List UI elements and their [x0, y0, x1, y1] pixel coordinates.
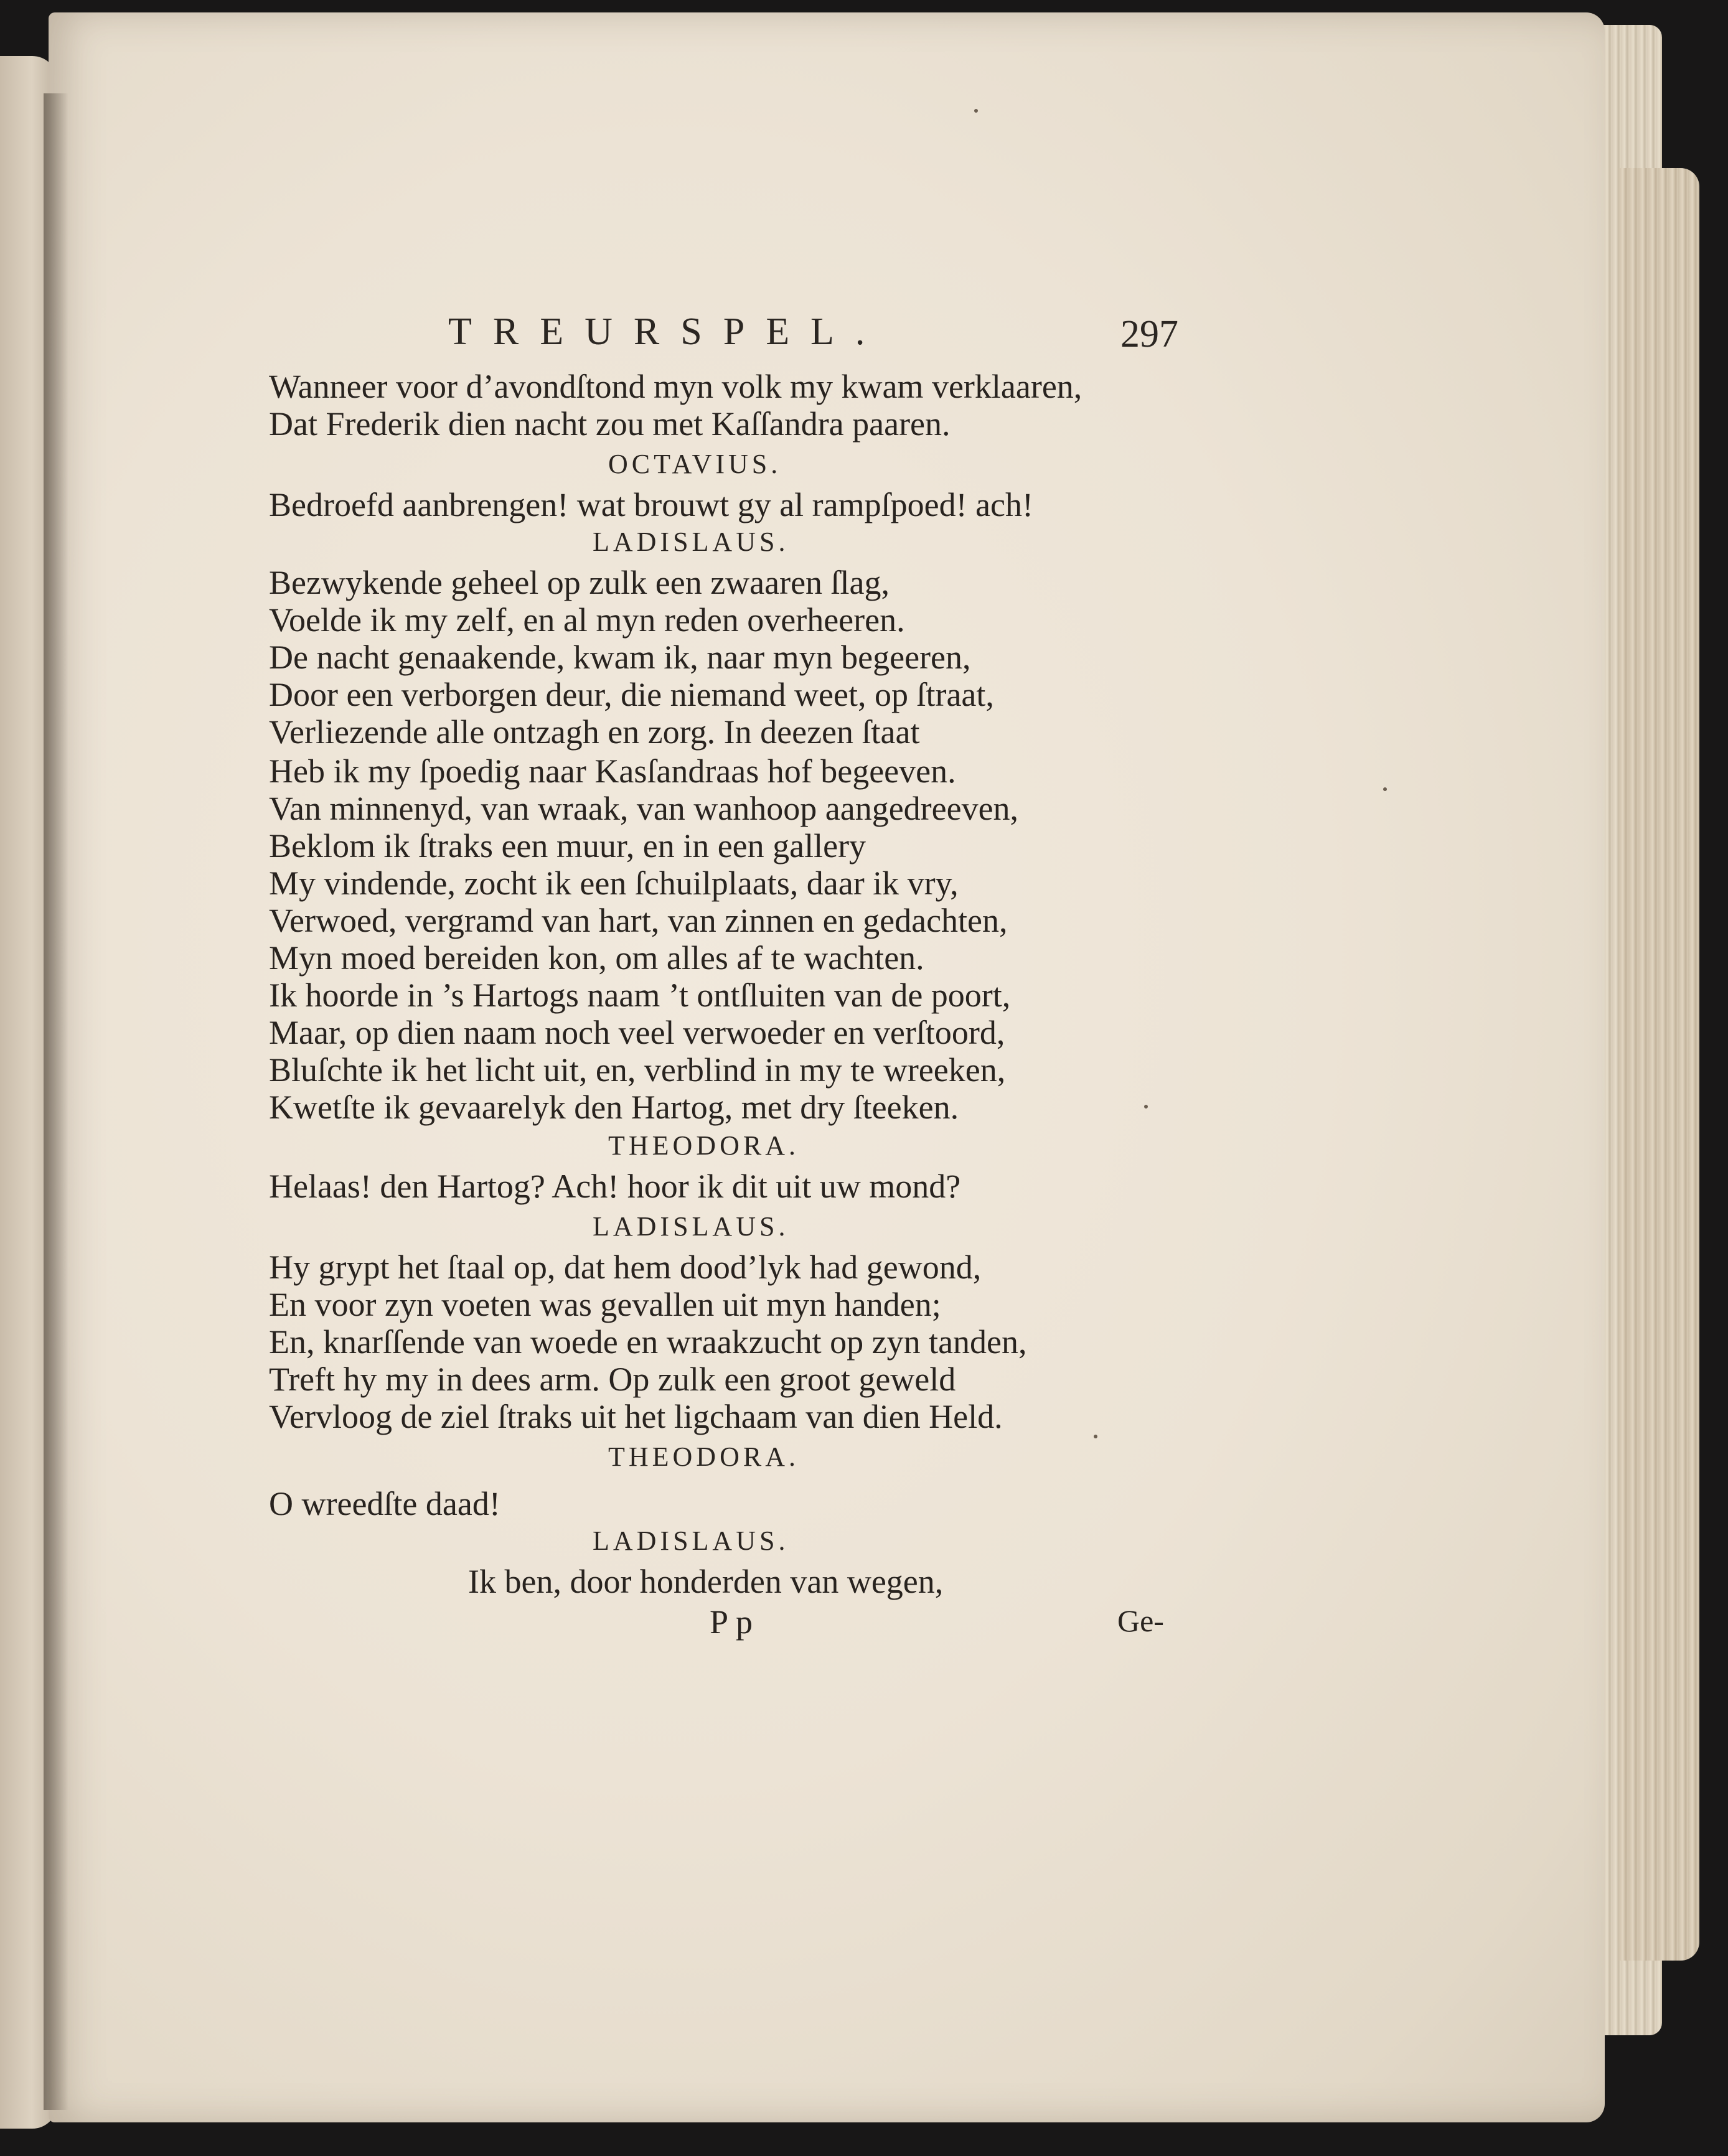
verse-line: Heb ik my ſpoedig naar Kasſandraas hof begeeven.	[269, 752, 956, 790]
verse-line: Vervloog de ziel ſtraks uit het ligchaam van dien Held.	[269, 1398, 1003, 1435]
gutter-shadow	[44, 93, 68, 2110]
speaker-name: LADISLAUS.	[593, 1211, 789, 1242]
paper-speck	[1144, 1105, 1148, 1108]
speaker-name: THEODORA.	[608, 1441, 799, 1472]
verse-line: En voor zyn voeten was gevallen uit myn handen;	[269, 1286, 941, 1323]
verse-line: Myn moed bereiden kon, om alles af te wachten.	[269, 939, 924, 977]
paper-speck	[1094, 1435, 1097, 1438]
verse-line: My vindende, zocht ik een ſchuilplaats, daar ik vry,	[269, 865, 959, 902]
verse-line: Hy grypt het ſtaal op, dat hem dood’lyk had gewond,	[269, 1249, 982, 1286]
verse-line: Helaas! den Hartog? Ach! hoor ik dit uit uw mond?	[269, 1168, 961, 1205]
verse-line: Treft hy my in dees arm. Op zulk een groot geweld	[269, 1361, 956, 1398]
verse-line: Door een verborgen deur, die niemand weet, op ſtraat,	[269, 676, 994, 713]
verse-line: Wanneer voor d’avondſtond myn volk my kwam verklaaren,	[269, 368, 1082, 405]
verse-line: Verwoed, vergramd van hart, van zinnen en gedachten,	[269, 902, 1008, 939]
verse-line: Dat Frederik dien nacht zou met Kaſſandra paaren.	[269, 405, 951, 443]
verse-line: En, knarſſende van woede en wraakzucht op zyn tanden,	[269, 1323, 1027, 1361]
verse-line: Maar, op dien naam noch veel verwoeder en verſtoord,	[269, 1014, 1005, 1051]
signature-mark: Pp	[710, 1603, 761, 1641]
verse-line: Kwetſte ik gevaarelyk den Hartog, met dry ſteeken.	[269, 1089, 959, 1126]
page-number: 297	[1120, 313, 1178, 355]
running-head: TREURSPEL.	[448, 311, 886, 353]
catchword: Ge-	[1117, 1603, 1164, 1638]
speaker-name: OCTAVIUS.	[608, 449, 782, 479]
speaker-name: LADISLAUS.	[593, 527, 789, 557]
book-block-edge	[1618, 168, 1699, 1961]
speaker-name: LADISLAUS.	[593, 1526, 789, 1556]
verse-line: Ik ben, door honderden van wegen,	[468, 1563, 944, 1600]
verse-line: De nacht genaakende, kwam ik, naar myn begeeren,	[269, 639, 971, 676]
verse-line: Verliezende alle ontzagh en zorg. In deezen ſtaat	[269, 713, 920, 751]
speaker-name: THEODORA.	[608, 1130, 799, 1161]
verse-line: Voelde ik my zelf, en al myn reden overheeren.	[269, 601, 905, 639]
verse-line: Beklom ik ſtraks een muur, en in een gallery	[269, 827, 866, 865]
verse-line: Bezwykende geheel op zulk een zwaaren ſlag,	[269, 564, 890, 601]
paper-speck	[1383, 787, 1387, 791]
verse-line: Van minnenyd, van wraak, van wanhoop aangedreeven,	[269, 790, 1019, 827]
verse-line: Ik hoorde in ’s Hartogs naam ’t ontſluiten van de poort,	[269, 977, 1011, 1014]
paper-speck	[974, 109, 978, 113]
verse-line: O wreedſte daad!	[269, 1485, 500, 1522]
verse-line: Bedroefd aanbrengen! wat brouwt gy al rampſpoed! ach!	[269, 486, 1033, 523]
verse-line: Bluſchte ik het licht uit, en, verblind in my te wreeken,	[269, 1051, 1006, 1089]
